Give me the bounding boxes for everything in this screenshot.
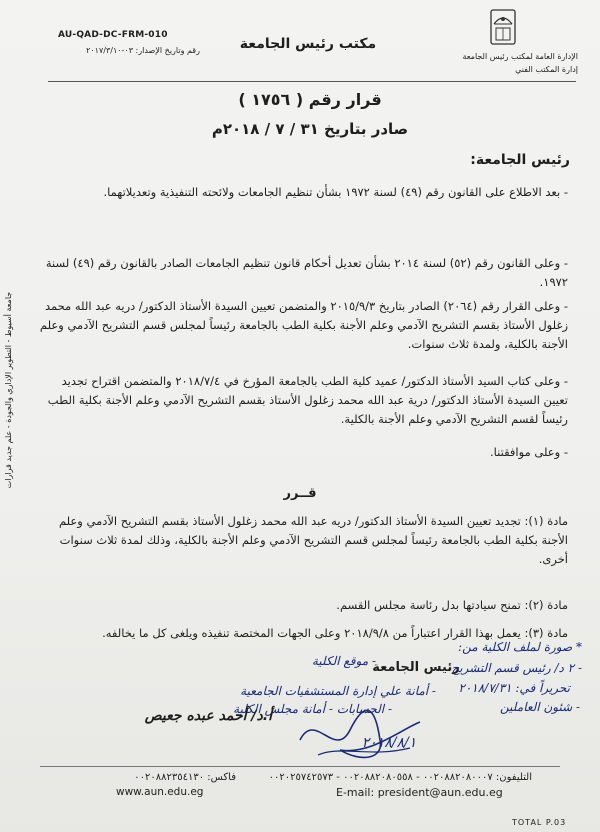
footer-phone: التليفون: ٠٠٢٠٨٨٢٠٨٠٠٠٧ - ٠٠٢٠٨٨٢٠٨٠٥٥٨ - ٠٠٢٠٢٥٧٤٢٥٧٣ [268,772,532,783]
decision-heading: قــرر [283,486,317,501]
form-code: AU-QAD-DC-FRM-010 [58,30,168,40]
preamble-paragraph-5: - وعلى موافقتنا. [490,445,568,459]
preamble-paragraph-3: - وعلى القرار رقم (٢٠٦٤) الصادر بتاريخ ٢٠١٥/٩/٣ والمتضمن تعيين السيدة الأستاذ الدكتور/ دريه عبد الله محمد زغلول الأستاذ بقسم التشريح الآدمي وعلم الأجنة بكلية الطب بالجامعة رئيساً لمجلس قسم التشريح الآدمي وعلم الأجنة بالكلية، ولمدة ثلاث سنوات. [39,299,568,351]
footer-website: www.aun.edu.eg [116,786,204,798]
handwritten-note-4: - أمانة علي إدارة المستشفيات الجامعية [240,684,436,698]
footer-divider [40,766,560,767]
side-note: جامعة أسيوط - التطوير الإداري والجودة - علم جديد قرارات [4,291,13,489]
preamble-paragraph-2: - وعلى القانون رقم (٥٢) لسنة ٢٠١٤ بشأن تعديل أحكام قانون تنظيم الجامعات الصادر بالقانون رقم (٤٩) لسنة ١٩٧٢. [45,256,568,289]
president-heading: رئيس الجامعة: [470,152,570,168]
signature-title: رئيس الجامعة [372,660,460,675]
handwritten-note-1: - موقع الكلية [311,654,376,668]
fax-page-mark: TOTAL P.03 [512,818,567,827]
preamble-paragraph-4: - وعلى كتاب السيد الأستاذ الدكتور/ عميد كلية الطب بالجامعة المؤرخ في ٢٠١٨/٧/٤ والمتضمن اقتراح تجديد تعيين السيدة الأستاذ الدكتور/ درية عبد الله محمد زغلول الأستاذ بقسم التشريح الآدمي وعلم الأجنة بكلية الطب رئيساً لقسم التشريح الآدمي وعلم الأجنة بالكلية. [47,374,568,426]
admin-line-2: إدارة المكتب الفني [515,65,578,74]
handwritten-note-6: تحريراً في: ٢٠١٨/٧/٣١ [458,681,570,695]
handwritten-note-7: - شئون العاملين [500,700,580,714]
article-3: مادة (٣): يعمل بهذا القرار اعتباراً من ٢٠١٨/٩/٨ وعلى الجهات المختصة تنفيذه ويلغى كل ما يخالفه. [102,626,568,640]
president-name: أ.د/ أحمد عبده جعيص [144,708,272,724]
footer-fax: فاكس: ٠٠٢٠٨٨٢٣٥٤١٣٠ [134,772,236,783]
decree-date: صادر بتاريخ ٣١ / ٧ / ٢٠١٨م [211,120,409,138]
admin-line-1: الإدارة العامة لمكتب رئيس الجامعة [462,52,578,61]
handwritten-note-2: * صورة لملف الكلية من: [458,640,582,654]
decree-number: قرار رقم ( ١٧٥٦ ) [238,90,382,109]
article-1: مادة (١): تجديد تعيين السيدة الأستاذ الدكتور/ دريه عبد الله محمد زغلول الأستاذ بقسم التشريح الآدمي وعلم الأجنة بكلية الطب بالجامعة رئيساً لمجلس قسم التشريح الآدمي وعلم الأجنة بالكلية، وذلك لمدة ثلاث سنوات أخرى. [58,514,568,566]
university-logo-icon [474,8,532,48]
footer-email: E-mail: president@aun.edu.eg [336,786,503,799]
article-2: مادة (٢): تمنح سيادتها بدل رئاسة مجلس القسم. [336,598,568,612]
preamble-paragraph-1: - بعد الاطلاع على القانون رقم (٤٩) لسنة ١٩٧٢ بشأن تنظيم الجامعات ولائحته التنفيذية وتعديلاتهما. [103,185,568,199]
handwritten-note-5: - الحسابات - أمانة مجلس الكلية [233,702,392,716]
handwritten-date: ٢٠١٨/٨/١ [361,735,417,751]
handwritten-note-3: - ٢ د/ رئيس قسم التشريح [451,661,582,675]
office-title: مكتب رئيس الجامعة [239,36,377,52]
header-divider [48,81,576,82]
form-issue-date: رقم وتاريخ الإصدار: ٠٣-٢٠١٧/٣/١٠ [86,46,200,55]
